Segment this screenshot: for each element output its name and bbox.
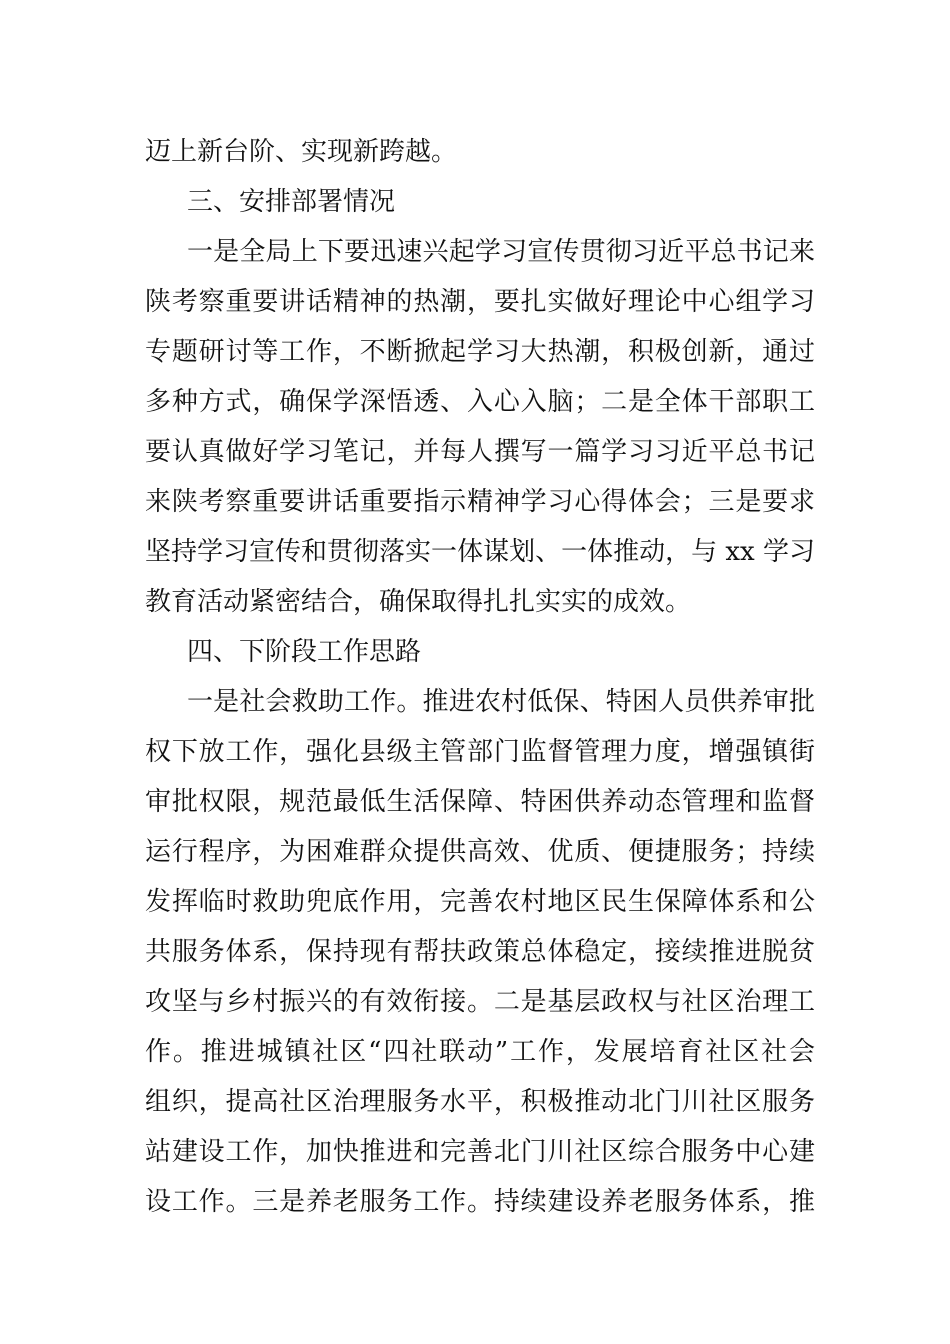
body-text-line: 组织，提高社区治理服务水平，积极推动北门川社区服务 [145, 1087, 815, 1117]
section-heading-4: 四、下阶段工作思路 [187, 637, 422, 667]
section-heading-3: 三、安排部署情况 [187, 187, 396, 217]
body-text-line: 发挥临时救助兜底作用，完善农村地区民生保障体系和公 [145, 887, 815, 917]
body-text-line: 攻坚与乡村振兴的有效衔接。二是基层政权与社区治理工 [145, 987, 815, 1017]
body-text-line: 迈上新台阶、实现新跨越。 [145, 137, 458, 167]
body-text-line: 审批权限，规范最低生活保障、特困供养动态管理和监督 [145, 787, 815, 817]
body-text-line: 作。推进城镇社区“四社联动”工作，发展培育社区社会 [145, 1037, 815, 1067]
body-text-line: 设工作。三是养老服务工作。持续建设养老服务体系，推 [145, 1187, 815, 1217]
body-text-line: 坚持学习宣传和贯彻落实一体谋划、一体推动，与 xx 学习 [145, 537, 815, 567]
body-text-line: 要认真做好学习笔记，并每人撰写一篇学习习近平总书记 [145, 437, 815, 467]
body-text-line: 专题研讨等工作，不断掀起学习大热潮，积极创新，通过 [145, 337, 815, 367]
body-text-line: 运行程序，为困难群众提供高效、优质、便捷服务；持续 [145, 837, 815, 867]
body-text-line: 权下放工作，强化县级主管部门监督管理力度，增强镇街 [145, 737, 815, 767]
body-text-line: 一是全局上下要迅速兴起学习宣传贯彻习近平总书记来 [187, 237, 815, 267]
body-text-line: 共服务体系，保持现有帮扶政策总体稳定，接续推进脱贫 [145, 937, 815, 967]
body-text-line: 一是社会救助工作。推进农村低保、特困人员供养审批 [187, 687, 815, 717]
body-text-line: 陕考察重要讲话精神的热潮，要扎实做好理论中心组学习 [145, 287, 815, 317]
body-text-line: 来陕考察重要讲话重要指示精神学习心得体会；三是要求 [145, 487, 815, 517]
body-text-line: 站建设工作，加快推进和完善北门川社区综合服务中心建 [145, 1137, 815, 1167]
body-text-line: 多种方式，确保学深悟透、入心入脑；二是全体干部职工 [145, 387, 815, 417]
body-text-line: 教育活动紧密结合，确保取得扎扎实实的成效。 [145, 587, 692, 617]
